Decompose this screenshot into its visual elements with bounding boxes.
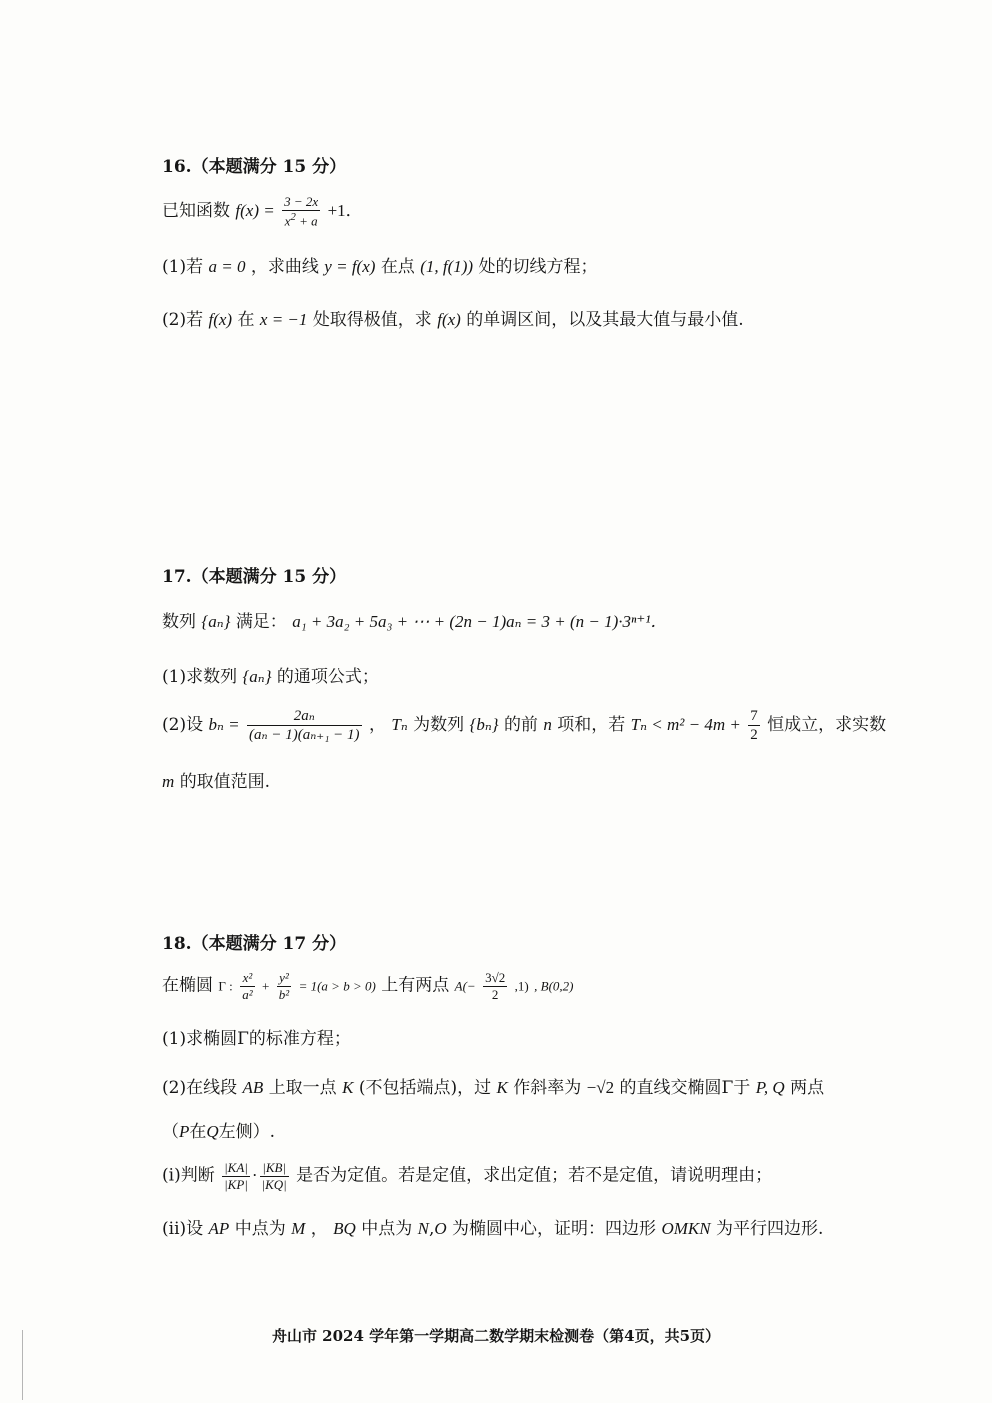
q17-equation: a₁ + 3a₂ + 5a₃ + ⋯ + (2n − 1)aₙ = 3 + (n − 1)·3ⁿ⁺¹． <box>292 612 668 631</box>
q16-part2 <box>162 310 744 330</box>
q16-p2-text2: 处取得极值，求 <box>312 310 432 330</box>
q16-p2-cond: x = −1 <box>259 310 308 329</box>
q17-ineq-fraction <box>748 707 760 744</box>
q16-stem-prefix: 已知函数 <box>162 200 230 221</box>
q18-pii-m: M <box>291 1219 306 1238</box>
q18-pi-kq: |KQ| <box>261 1176 287 1192</box>
q18-pi-ka: |KA| <box>224 1160 248 1175</box>
q17-stem-prefix: 数列 <box>162 612 196 632</box>
q18-pii-n: N <box>417 1219 429 1238</box>
q18-p2-text3: 作斜率为 <box>513 1078 582 1098</box>
q17-header: 17.（本题满分 15 分） <box>162 567 347 587</box>
q17-p1-seq: {aₙ} <box>242 667 272 686</box>
q18-part-ii <box>162 1219 823 1239</box>
q16-p2-text3: 的单调区间，以及其最大值与最小值. <box>466 310 744 330</box>
q17-p2-text3: 的前 <box>503 715 538 735</box>
q18-pii-text4: , <box>428 1219 435 1239</box>
q18-pi-dot: · <box>251 1165 258 1185</box>
q18-p2-line2-q: Q <box>206 1122 219 1141</box>
q18-p2-k2: K <box>496 1078 508 1097</box>
q18-p2-label: (2)在线段 <box>162 1078 238 1098</box>
q18-pii-text2: ， <box>310 1219 328 1239</box>
q18-pii-text1: 中点为 <box>234 1219 286 1239</box>
q17-p2-n: n <box>543 715 552 734</box>
q17-part1 <box>162 667 379 687</box>
q18-pi-fraction-a <box>222 1160 250 1192</box>
q18-pi-label: (i)判断 <box>162 1165 215 1186</box>
q16-fraction <box>282 194 320 229</box>
q18-p2-text1: 上取一点 <box>268 1078 337 1098</box>
q18-part2 <box>162 1078 824 1098</box>
q17-tn: Tₙ <box>391 715 408 734</box>
q16-den-exp: 2 <box>290 210 296 223</box>
q18-x-fraction <box>240 970 254 1002</box>
q17-p2-text2: 为数列 <box>413 715 465 735</box>
q18-header: 18.（本题满分 17 分） <box>162 934 347 954</box>
q18-stem-mid: 上有两点 <box>381 975 450 996</box>
q18-p2-text5: 两点 <box>790 1078 825 1098</box>
q16-den-rest: + a <box>295 212 318 228</box>
q17-ineq: Tₙ < m² − 4m + <box>630 715 741 734</box>
q18-y-num: y² <box>277 970 291 987</box>
q18-eq-rest: = 1(a > b > 0) <box>298 978 376 994</box>
q16-p2-label: (2)若 <box>162 310 204 330</box>
q16-p1-cond: a = 0 <box>208 257 246 276</box>
q18-pii-label: (ii)设 <box>162 1219 204 1239</box>
q16-p1-label: (1)若 <box>162 257 204 277</box>
q18-part-i <box>162 1160 772 1192</box>
q18-gamma: Γ : <box>218 978 233 994</box>
q16-numerator: 3 − 2x <box>284 194 319 209</box>
q17-part2 <box>162 707 886 744</box>
q18-pii-text5: 为椭圆中心，证明：四边形 <box>452 1219 657 1239</box>
q17-part2-cont <box>162 772 270 792</box>
q17-ineq-num: 7 <box>750 708 758 724</box>
q18-p2-line2-post: 左侧）. <box>218 1122 276 1142</box>
q17-stem <box>162 612 667 632</box>
q17-stem-mid: 满足： <box>235 612 287 632</box>
q17-p2-text6: 的取值范围. <box>179 772 271 792</box>
q18-pi-text: 是否为定值。若是定值，求出定值；若不是定值，请说明理由； <box>296 1165 773 1186</box>
q18-stem <box>162 970 573 1002</box>
q17-p2-text4: 项和，若 <box>557 715 626 735</box>
q18-p2-ab: AB <box>242 1078 264 1097</box>
q16-den-base: x <box>284 212 291 228</box>
q18-plus: + <box>262 978 270 994</box>
q18-pointB: , B(0,2) <box>534 978 574 994</box>
q18-pi-kp: |KP| <box>224 1176 248 1192</box>
q18-pii-text6: 为平行四边形. <box>715 1219 824 1239</box>
q17-p1-text: 的通项公式； <box>276 667 379 687</box>
q16-p2-func2: f(x) <box>437 310 461 329</box>
q16-p1-text3: 处的切线方程； <box>478 257 598 277</box>
page-footer: 舟山市 2024 学年第一学期高二数学期末检测卷（第4页，共5页） <box>271 1327 721 1345</box>
q18-pi-fraction-b <box>260 1160 289 1192</box>
q18-pointA-fraction <box>483 970 507 1002</box>
q18-p2-line2-mid: 在 <box>189 1122 207 1142</box>
q18-x-num: x² <box>240 970 254 987</box>
q18-pointA-post: ,1) <box>514 978 529 994</box>
q18-pointA-num: 3√2 <box>485 970 506 985</box>
q17-ineq-den: 2 <box>750 727 758 743</box>
q17-bn: bₙ = <box>208 715 240 734</box>
q16-part1 <box>162 257 598 277</box>
q16-header: 16.（本题满分 15 分） <box>162 157 347 177</box>
q17-bn-den: (aₙ − 1)(aₙ₊₁ − 1) <box>249 727 360 743</box>
q18-y-den: b² <box>278 986 290 1002</box>
q18-y-fraction <box>277 970 291 1002</box>
q16-tail: +1． <box>327 200 363 220</box>
q16-stem <box>162 194 363 229</box>
q18-pointA-pre: A(− <box>454 978 476 994</box>
q17-p1-label: (1)求数列 <box>162 667 238 687</box>
q18-pointA-den: 2 <box>491 986 499 1002</box>
q18-p2-k: K <box>342 1078 354 1097</box>
q17-seq: {aₙ} <box>201 612 231 631</box>
q17-p2-m: m <box>162 772 175 791</box>
q18-pi-kb: |KB| <box>260 1160 289 1177</box>
q17-bn-fraction <box>247 707 362 744</box>
q18-x-den: a² <box>242 986 253 1002</box>
q17-p2-text1: ， <box>368 715 386 735</box>
q17-p2-text5: 恒成立，求实数 <box>767 715 887 735</box>
q18-stem-prefix: 在椭圆 <box>162 975 213 996</box>
q18-p2-text2: (不包括端点)，过 <box>358 1078 492 1098</box>
q18-pii-ap: AP <box>208 1219 230 1238</box>
q18-p2-pq: P, Q <box>755 1078 785 1097</box>
q17-p2-seq: {bₙ} <box>469 715 499 734</box>
q18-p2-line2-p: P <box>179 1122 190 1141</box>
q16-denominator <box>282 211 320 229</box>
q16-func: f(x) = <box>235 200 275 220</box>
q18-p2-line2-pre: （ <box>162 1122 179 1142</box>
q16-p2-func: f(x) <box>208 310 233 329</box>
q18-pii-omkn: OMKN <box>661 1219 711 1238</box>
q18-pii-bq: BQ <box>333 1219 356 1238</box>
q17-bn-num: 2aₙ <box>247 707 362 726</box>
q18-part2-line2 <box>162 1122 275 1142</box>
q18-pii-text3: 中点为 <box>361 1219 413 1239</box>
q16-p2-text1: 在 <box>237 310 255 330</box>
q16-p1-curve: y = f(x) <box>324 257 376 276</box>
q16-p1-text2: 在点 <box>380 257 415 277</box>
q16-p1-point: (1, f(1)) <box>420 257 474 276</box>
q16-p1-text1: ，求曲线 <box>250 257 319 277</box>
q18-pii-o: O <box>434 1219 447 1238</box>
q18-p2-slope: −√2 <box>586 1078 615 1097</box>
q18-part1: (1)求椭圆Γ的标准方程； <box>162 1029 351 1049</box>
q17-p2-label: (2)设 <box>162 715 204 735</box>
q18-p2-text4: 的直线交椭圆Γ于 <box>619 1078 751 1098</box>
